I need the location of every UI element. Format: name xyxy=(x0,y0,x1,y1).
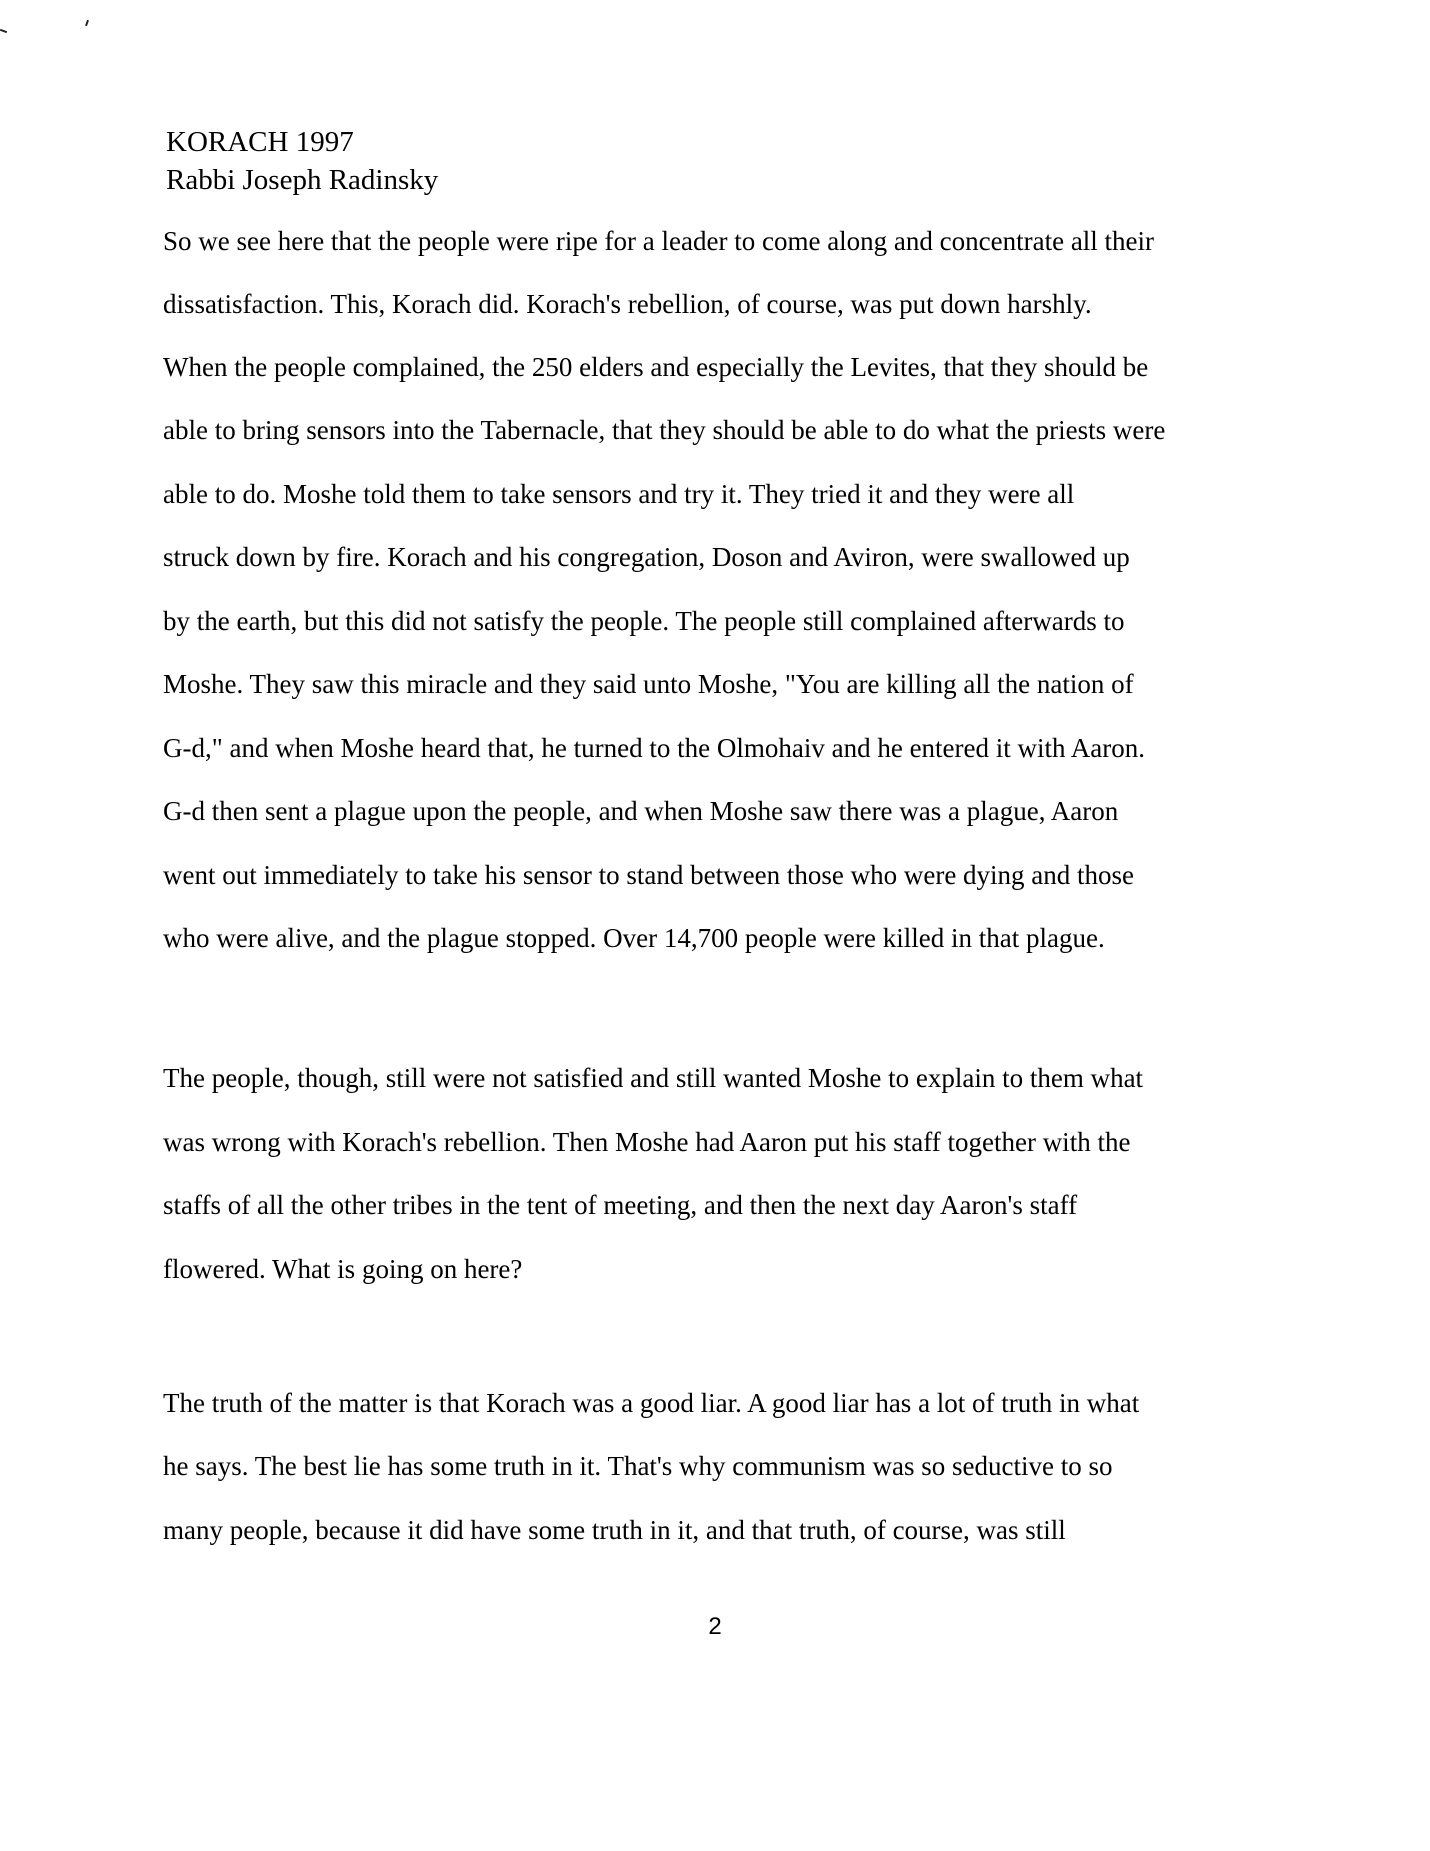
text-line: G-d then sent a plague upon the people, and when Moshe saw there was a plague, Aaron xyxy=(163,796,1119,826)
text-line: The truth of the matter is that Korach was a good liar. A good liar has a lot of truth in what xyxy=(163,1388,1140,1418)
text-line: G-d," and when Moshe heard that, he turned to the Olmohaiv and he entered it with Aaron. xyxy=(163,733,1146,763)
document-author: Rabbi Joseph Radinsky xyxy=(166,164,439,196)
text-line: many people, because it did have some truth in it, and that truth, of course, was still xyxy=(163,1515,1066,1545)
text-line: staffs of all the other tribes in the tent of meeting, and then the next day Aaron's staff xyxy=(163,1190,1078,1220)
text-line: When the people complained, the 250 elders and especially the Levites, that they should be xyxy=(163,352,1149,382)
text-line: dissatisfaction. This, Korach did. Korach's rebellion, of course, was put down harshly. xyxy=(163,289,1092,319)
text-line: by the earth, but this did not satisfy the people. The people still complained afterwards to xyxy=(163,606,1125,636)
text-line: was wrong with Korach's rebellion. Then Moshe had Aaron put his staff together with the xyxy=(163,1127,1131,1157)
text-line: Moshe. They saw this miracle and they said unto Moshe, "You are killing all the nation of xyxy=(163,669,1134,699)
text-line: who were alive, and the plague stopped. Over 14,700 people were killed in that plague. xyxy=(163,923,1105,953)
scan-artifact xyxy=(85,20,89,26)
text-line: went out immediately to take his sensor to stand between those who were dying and those xyxy=(163,860,1135,890)
text-line: he says. The best lie has some truth in it. That's why communism was so seductive to so xyxy=(163,1451,1113,1481)
page-number: 2 xyxy=(708,1613,722,1640)
text-line: able to do. Moshe told them to take sensors and try it. They tried it and they were all xyxy=(163,479,1075,509)
scan-artifact xyxy=(0,29,7,33)
text-line: struck down by fire. Korach and his congregation, Doson and Aviron, were swallowed up xyxy=(163,542,1130,572)
document-header xyxy=(166,123,438,199)
text-line: flowered. What is going on here? xyxy=(163,1254,523,1284)
text-line: able to bring sensors into the Tabernacle, that they should be able to do what the priests were xyxy=(163,415,1166,445)
document-title: KORACH 1997 xyxy=(166,126,354,158)
text-line: The people, though, still were not satisfied and still wanted Moshe to explain to them what xyxy=(163,1063,1144,1093)
text-line: So we see here that the people were ripe for a leader to come along and concentrate all their xyxy=(163,226,1155,256)
